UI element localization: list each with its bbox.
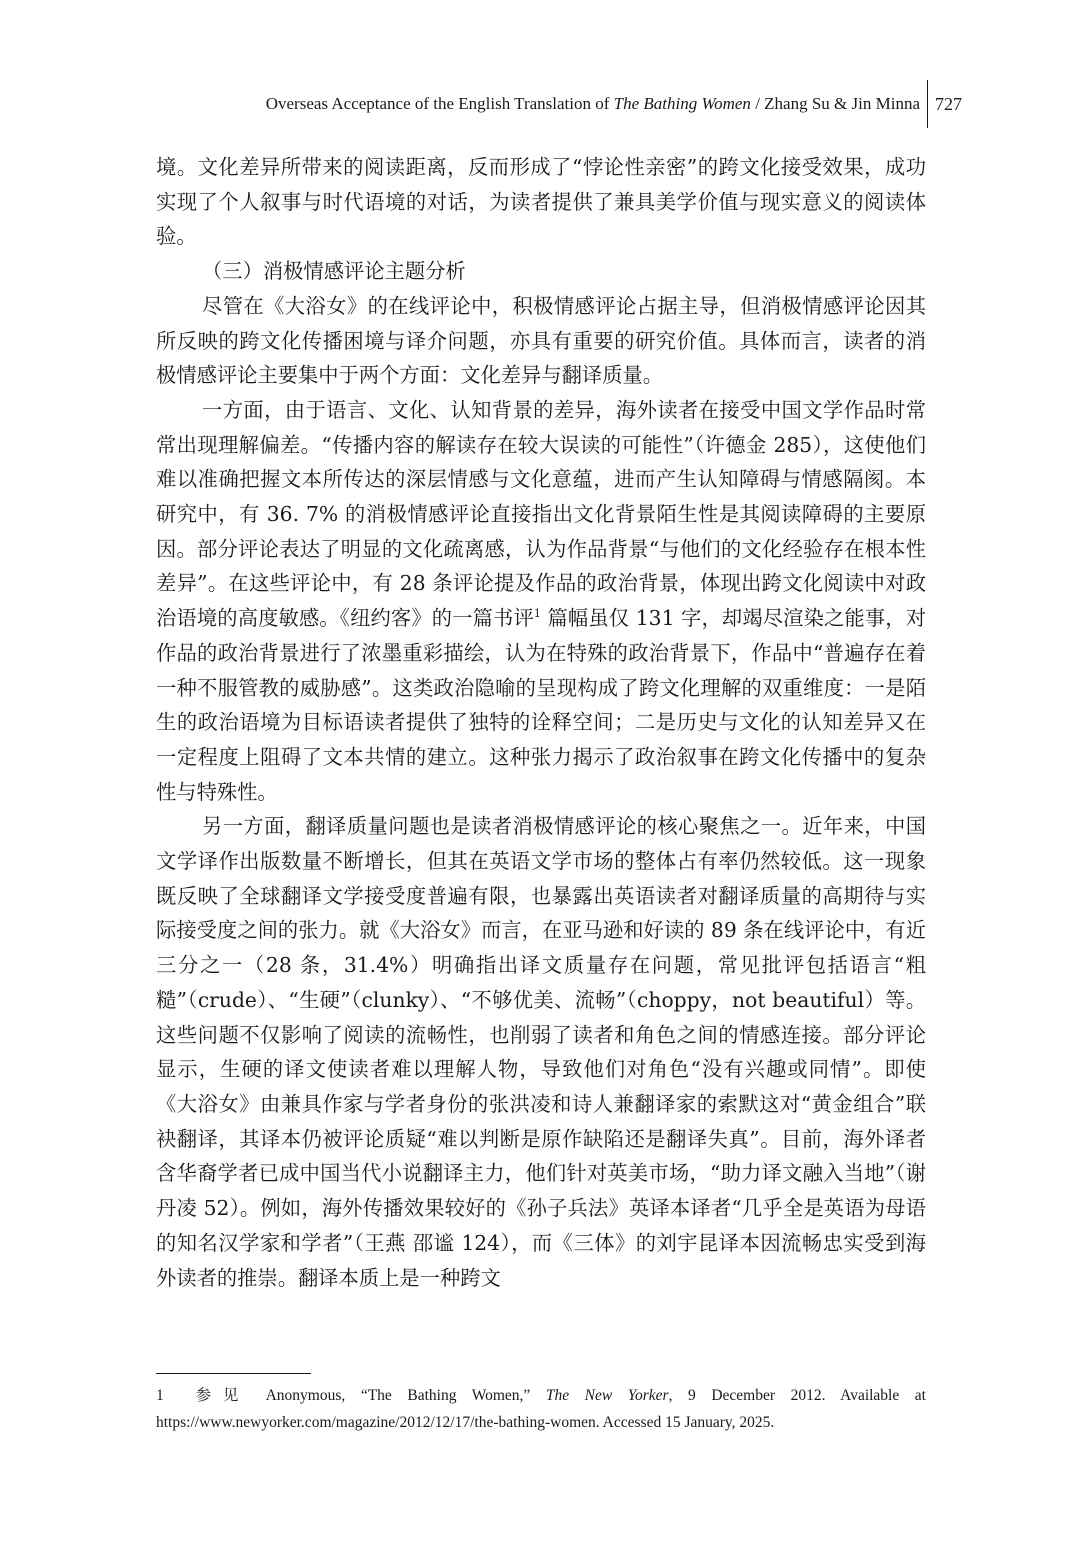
footnote-divider: [156, 1373, 311, 1374]
footnote-text: 参见 Anonymous, “The Bathing Women,”: [184, 1387, 546, 1404]
main-text: [156, 150, 926, 1295]
header-title-prefix: Overseas Acceptance of the English Translation of: [265, 94, 614, 113]
paragraph-text: 一方面，由于语言、文化、认知背景的差异，海外读者在接受中国文学作品时常常出现理解偏差。“传播内容的解读存在较大误读的可能性”（许德金 285），这使他们难以准确把握文本所传达的深层情感与文化意蕴，进而产生认知障碍与情感隔阂。本研究中，有 36. 7% 的消极情感评论直接指出文化背景陌生性是其阅读障碍的主要原因。部分评论表达了明显的文化疏离感，认为作品背景“与他们的文化经验存在根本性差异”。在这些评论中，有 28 条评论提及作品的政治背景，体现出跨文化阅读中对政治语境的高度敏感。《纽约客》的一篇书评: [156, 397, 926, 631]
paragraph-text: 篇幅虽仅 131 字，却竭尽渲染之能事，对作品的政治背景进行了浓墨重彩描绘，认为在特殊的政治背景下，作品中“普遍存在着一种不服管教的威胁感”。这类政治隐喻的呈现构成了跨文化理解的双重维度：一是陌生的政治语境为目标语读者提供了独特的诠释空间；二是历史与文化的认知差异又在一定程度上阻碍了文本共情的建立。这种张力揭示了政治叙事在跨文化传播中的复杂性与特殊性。: [156, 606, 926, 804]
paragraph: [156, 393, 926, 809]
paragraph-continuation: 境。文化差异所带来的阅读距离，反而形成了“悖论性亲密”的跨文化接受效果，成功实现了个人叙事与时代语境的对话，为读者提供了兼具美学价值与现实意义的阅读体验。: [156, 155, 926, 249]
footnote-text: , 9 December 2012. Available at https://www.newyorker.com/magazine/2012/12/17/the-bathing-women. Accessed 15 January, 2025.: [156, 1387, 926, 1431]
paragraph: 尽管在《大浴女》的在线评论中，积极情感评论占据主导，但消极情感评论因其所反映的跨文化传播困境与译介问题，亦具有重要的研究价值。具体而言，读者的消极情感评论主要集中于两个方面：文化差异与翻译质量。: [156, 293, 926, 388]
footnote: [156, 1382, 926, 1436]
paragraph: 另一方面，翻译质量问题也是读者消极情感评论的核心聚焦之一。近年来，中国文学译作出版数量不断增长，但其在英语文学市场的整体占有率仍然较低。这一现象既反映了全球翻译文学接受度普遍有限，也暴露出英语读者对翻译质量的高期待与实际接受度之间的张力。就《大浴女》而言，在亚马逊和好读的 89 条在线评论中，有近三分之一（28 条，31.4%）明确指出译文质量存在问题，常见批评包括语言“粗糙”（crude）、“生硬”（clunky）、“不够优美、流畅”（choppy，not beautiful）等。这些问题不仅影响了阅读的流畅性，也削弱了读者和角色之间的情感连接。部分评论显示，生硬的译文使读者难以理解人物，导致他们对角色“没有兴趣或同情”。即使《大浴女》由兼具作家与学者身份的张洪凌和诗人兼翻译家的索默这对“黄金组合”联袂翻译，其译本仍被评论质疑“难以判断是原作缺陷还是翻译失真”。目前，海外译者含华裔学者已成中国当代小说翻译主力，他们针对英美市场，“助力译文融入当地”（谢丹凌 52）。例如，海外传播效果较好的《孙子兵法》英译本译者“几乎全是英语为母语的知名汉学家和学者”（王燕 邵谧 124），而《三体》的刘宇昆译本因流畅忠实受到海外读者的推崇。翻译本质上是一种跨文: [156, 814, 926, 1290]
header-authors: / Zhang Su & Jin Minna: [750, 94, 920, 113]
running-header: [0, 92, 920, 116]
header-book-title: The Bathing Women: [613, 94, 751, 113]
footnote-number: 1: [156, 1387, 164, 1404]
header-divider: [927, 80, 928, 128]
footnote-marker[interactable]: 1: [533, 607, 541, 621]
footnote-source-title: The New Yorker: [545, 1387, 669, 1404]
page-number: 727: [935, 94, 962, 114]
section-heading: （三）消极情感评论主题分析: [202, 259, 466, 284]
